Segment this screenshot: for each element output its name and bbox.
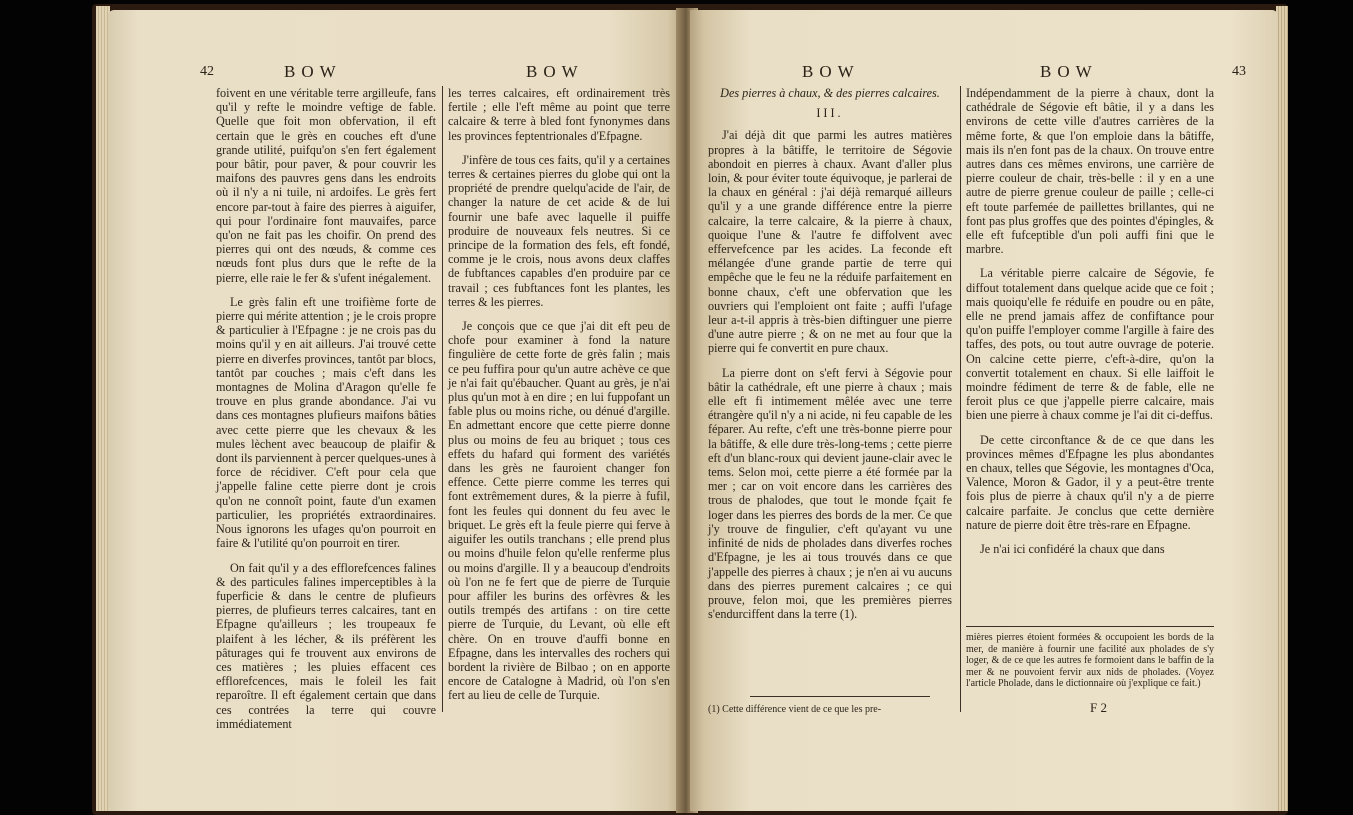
paragraph: Indépendamment de la pierre à chaux, dont la cathédrale de Ségovie eft bâtie, il y a dans les environs de cette ville d'autres carrières de la même forte, & que l'on emploie dans la bâtiffe, mais ils n'en font pas de la chaux. On trouve entre autres dans ces mêmes environs, une carrière de pierre couleur de chair, très-belle : il y en a une autre de pierre grenue couleur de paille ; celle-ci eft toute parfemée de paillettes brillantes, qui ne font pas plus groffes que des pointes d'épingles, & elle eft fufceptible d'un poli auffi fini que le marbre. [966,86,1214,257]
footnote-rule-left [750,696,930,697]
left-column-2 [448,86,670,713]
paragraph: J'infère de tous ces faits, qu'il y a certaines terres & certaines pierres du globe qui ont la propriété de prendre quelqu'acide de l'air, de changer la nature de cet acide & de lui fournir une bafe avec laquelle il puiffe produire de nouveaux fels neutres. Si ce principe de la formation des fels, eft fondé, comme je le crois, nous avons deux claffes de fubftances capables d'en produire par ce travail ; ces fubftances font les plantes, les terres & les pierres. [448,152,670,309]
paragraph: Je n'ai ici confidéré la chaux que dans [980,542,1165,557]
footnote-right [966,632,1214,700]
paragraph: De cette circonftance & de ce que dans les provinces mêmes d'Efpagne les plus abondantes en chaux, telles que Ségovie, les montagnes d'Oca, Valence, Moron & Gador, il y a peut-être trente fois plus de pierre à chaux qu'il n'y a de pierre calcaire parfaite. Je conclus que cette dernière nature de pierre doit être très-rare en Efpagne. [966,432,1214,532]
footnote-text: (1) Cette différence vient de ce que les pre- [708,704,882,715]
left-header-word-2: BOW [526,62,584,81]
paragraph: foivent en une véritable terre argilleufe, fans qu'il y refte le moindre veftige de fable. Quelle que foit mon obfervation, il eft certain que le grès en couches eft d'une grande utilité, puifqu'on s'en fert également pour bâtir, pour paver, & pour couvrir les maifons des pauvres gens dans les endroits où il n'y a ni tuile, ni ardoifes. Le grès fert encore par-tout à faire des pierres à aiguifer, qui pour l'ordinaire font mauvaifes, parce qu'on ne fait pas les choifir. On prend des pierres qui ont des nœuds, & comme ces nœuds font plus durs que le refte de la pierre, elle raie le fer & s'ufent inégalement. [216,86,436,285]
signature-mark: F 2 [1090,700,1107,715]
column-divider [960,86,961,712]
left-page-number: 42 [200,64,214,79]
paragraph: Je conçois que ce que j'ai dit eft peu de chofe pour examiner à fond la nature fingulière de cette forte de grès falin ; mais ce peu fuffira pour qu'un autre achève ce que je n'ai fait qu'ébaucher. Quant au grès, je n'ai plus qu'un mot à en dire ; en lui fuppofant un fable plus ou moins riche, ou dénué d'argille. En admettant encore que cette pierre donne plus ou moins de feu au briquet ; tous ces effets du hafard qui forment des variétés dans les grès ne fauroient changer fon effence. Cette pierre comme les terres qui font extrêmement dures, & la pierre à fufil, font les feules qui donnent du feu avec le briquet. Le grès eft la feule pierre qui ferve à aiguifer les outils tranchans ; elle prend plus ou moins d'huile felon qu'elle renferme plus ou moins d'argille. Il y a beaucoup d'endroits où l'on ne fe fert que de pierre de Turquie pour affiler les burins des orfèvres & les outils trempés des artifans : on tire cette pierre de Turquie, du Levant, où elle eft chère. On en trouve d'auffi bonne en Efpagne, dans les intervalles des rochers qui bordent la rivière de Bilbao ; on en apporte encore de Catalogne à Madrid, où l'on s'en fert au lieu de celle de Turquie. [448,319,670,703]
right-column-2 [966,86,1214,566]
section-number: III. [816,106,844,121]
right-column-1 [708,86,952,631]
right-header-word-2: BOW [1040,62,1098,81]
right-page [690,10,1278,811]
paragraph: Le grès falin eft une troifième forte de pierre qui mérite attention ; je le crois propre & particulier à l'Efpagne : je ne crois pas du moins qu'il y en ait ailleurs. J'ai trouvé cette pierre en diverfes provinces, tantôt par blocs, tantôt par couches ; mais c'eft dans les montagnes de Molina d'Aragon qu'elle fe trouve en plus grande abondance. J'ai vu dans ces montagnes plufieurs maifons bâties avec cette pierre que les chevaux & les mules lèchent avec beaucoup de plaifir & dont ils parviennent à percer quelques-unes à force de récidiver. C'eft pour cela que j'appelle faline cette pierre dont je crois qu'on ne connoît point, faute d'un examen particulier, les propriétés extraordinaires. Nous ignorons les ufages qu'on pourroit en faire & l'utilité qu'on pourroit en tirer. [216,294,436,551]
left-header-word-1: BOW [284,62,342,81]
left-column-1 [216,86,436,741]
paragraph: La pierre dont on s'eft fervi à Ségovie pour bâtir la cathédrale, eft une pierre à chaux ; mais elle eft fi intimement mêlée avec une terre étrangère qu'il n'y a ni acide, ni feu capable de les féparer. Au refte, c'eft une très-bonne pierre pour la bâtiffe, & elle dure très-long-tems ; cette pierre eft d'un blanc-roux qui devient jaune-clair avec le tems. Selon moi, cette pierre a été formée par la mer ; car on voit encore dans les carrières des trous de phalodes, que tout le monde fçait fe loger dans les pierres des bords de la mer. Ce que j'y trouve de fingulier, c'eft qu'ayant vu une infinité de nids de pholades dans diverfes roches d'Efpagne, je les ai tous trouvés dans ce que j'appelle des pierres à chaux ; je n'en ai vu aucuns dans des pierres purement calcaires ; ce qui prouve, felon moi, que les premières pierres s'endurciffent dans la terre (1). [708,365,952,622]
footnote-text: mières pierres étoient formées & occupoient les bords de la mer, de manière à fournir une facilité aux pholades de s'y loger, & de ce que les autres fe formoient dans le baffin de la mer & ne pouvoient fervir aux nids de pholades. (Voyez l'article Pholade, dans le dictionnaire où j'explique ce fait.) [966,632,1214,690]
paragraph: les terres calcaires, eft ordinairement très fertile ; elle l'eft même au point que terre calcaire & terre à bled font fynonymes dans les provinces feptentrionales d'Efpagne. [448,86,670,143]
paragraph: J'ai déjà dit que parmi les autres matières propres à la bâtiffe, le territoire de Ségovie abondoit en pierres à chaux. Avant d'aller plus loin, & pour éviter toute équivoque, je parlerai de la chaux en général : j'ai déjà remarqué ailleurs qu'il y a une grande différence entre la pierre calcaire, la terre calcaire, & la pierre à chaux, quoique l'une & l'autre fe diffolvent avec effervefcence par les acides. La feconde eft mélangée d'une grande partie de terre qui empêche que le feu ne la réduife parfaitement en bonne chaux, c'eft une obfervation que les ouvriers qui l'emploient ont faite ; auffi l'ufage leur a-t-il appris à très-bien diftinguer une pierre d'une autre pierre ; & on ne met au four que la pierre qui fe convertit en pure chaux. [708,128,952,356]
paragraph: La véritable pierre calcaire de Ségovie, fe diffout totalement dans quelque acide que ce foit ; mais quoiqu'elle fe réduife en poudre ou en pâte, elle ne prend jamais affez de confiftance pour qu'on puiffe l'employer comme l'argille à faire des taffes, des pots, ou tout autre ouvrage de poterie. On calcine cette pierre, c'eft-à-dire, qu'on la convertit totalement en chaux. Si elle laiffoit le moindre fédiment de terre & de fable, elle ne feroit plus ce que j'appelle pierre calcaire, mais bien une pierre à chaux comme je l'ai dit ci-deffus. [966,266,1214,423]
footnote-left [708,704,952,726]
right-page-number: 43 [1232,64,1246,79]
right-header-word-1: BOW [802,62,860,81]
left-page [108,10,683,811]
paragraph: On fait qu'il y a des efflorefcences falines & des particules falines imperceptibles à la fuperficie & dans le centre de plufieurs pierres, de plufieurs terres calcaires, tant en Efpagne qu'ailleurs ; les troupeaux fe plaifent à les lécher, & ils préfèrent les pâturages qui fe trouvent aux environs de ces matières ; les pluies effacent ces efflorefcences, mais le foleil les fait reparoître. Il eft également certain que dans ces contrées la terre qui couvre immédiatement [216,560,436,731]
footnote-rule-right [966,626,1214,627]
section-title: Des pierres à chaux, & des pierres calcaires. [720,86,940,100]
column-divider [442,86,443,712]
